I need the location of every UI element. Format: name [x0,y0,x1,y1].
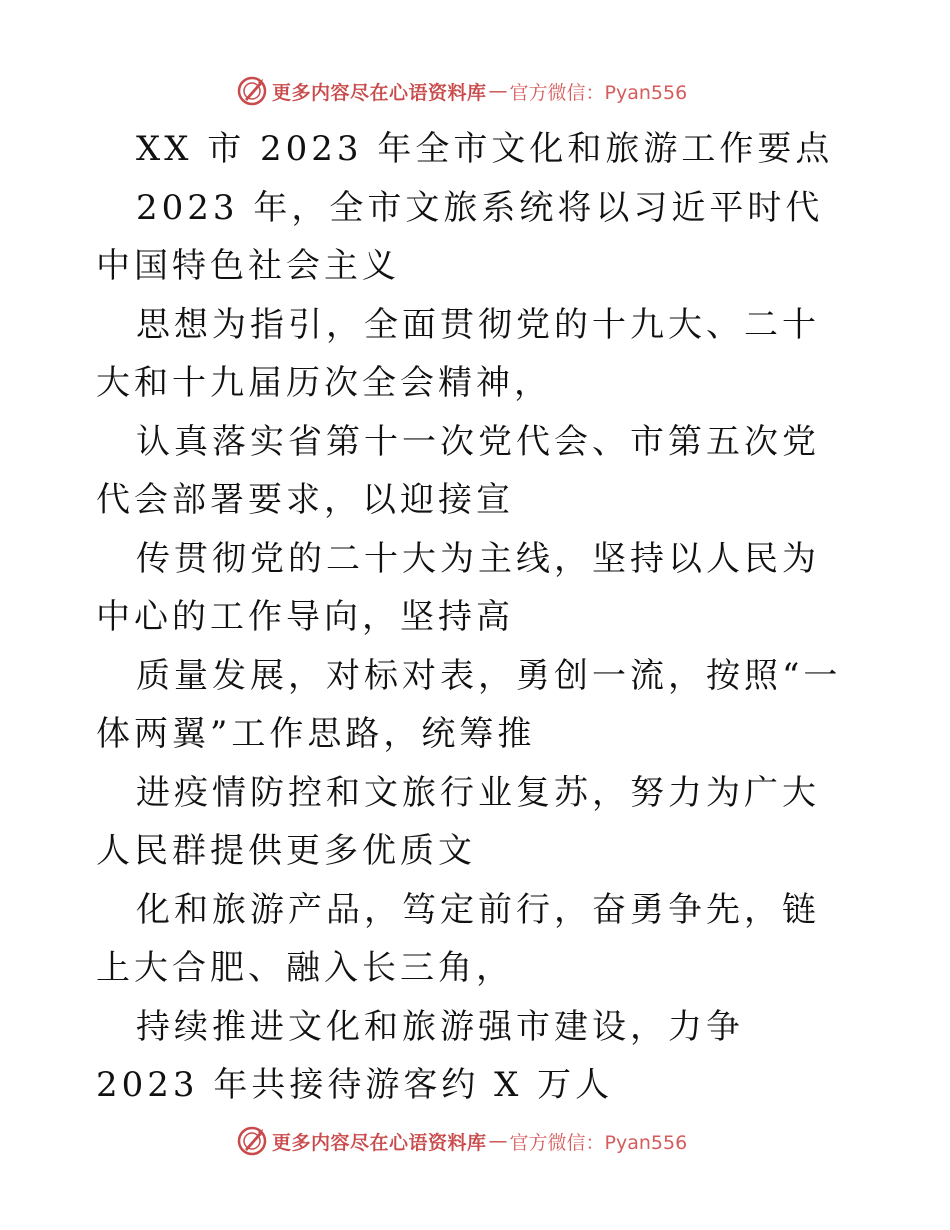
header-banner [236,74,687,108]
footer-site-text: 更多内容尽在心语资料库 [272,1131,487,1154]
footer-banner [236,1124,687,1158]
document-title: XX 市 2023 年全市文化和旅游工作要点 [136,129,834,169]
paragraph-line: 化和旅游产品，笃定前行，奋勇争先，链上大合肥、融入长三角， [96,889,820,988]
footer-wechat-text: 官方微信：Pyan556 [509,1131,688,1154]
paragraph-line: 2023 年，全市文旅系统将以习近平时代中国特色社会主义 [96,187,824,286]
paragraph-line: 质量发展，对标对表，勇创一流，按照“一体两翼”工作思路，统筹推 [96,655,842,754]
paragraph-line: 思想为指引，全面贯彻党的十九大、二十大和十九届历次全会精神， [96,304,820,403]
document-body [96,120,856,1115]
quill-seal-icon [236,75,268,107]
header-dash: — [488,80,508,102]
paragraph-line: 持续推进文化和旅游强市建设，力争 2023 年共接待游客约 X 万人 [96,1006,759,1105]
footer-dash: — [488,1130,508,1152]
quill-seal-icon [236,1125,268,1157]
header-site-text: 更多内容尽在心语资料库 [272,81,487,104]
header-wechat-text: 官方微信：Pyan556 [509,81,688,104]
paragraph-line: 进疫情防控和文旅行业复苏，努力为广大人民群提供更多优质文 [96,772,820,871]
paragraph-line: 认真落实省第十一次党代会、市第五次党代会部署要求，以迎接宣 [96,421,820,520]
paragraph-line: 传贯彻党的二十大为主线，坚持以人民为中心的工作导向，坚持高 [96,538,820,637]
